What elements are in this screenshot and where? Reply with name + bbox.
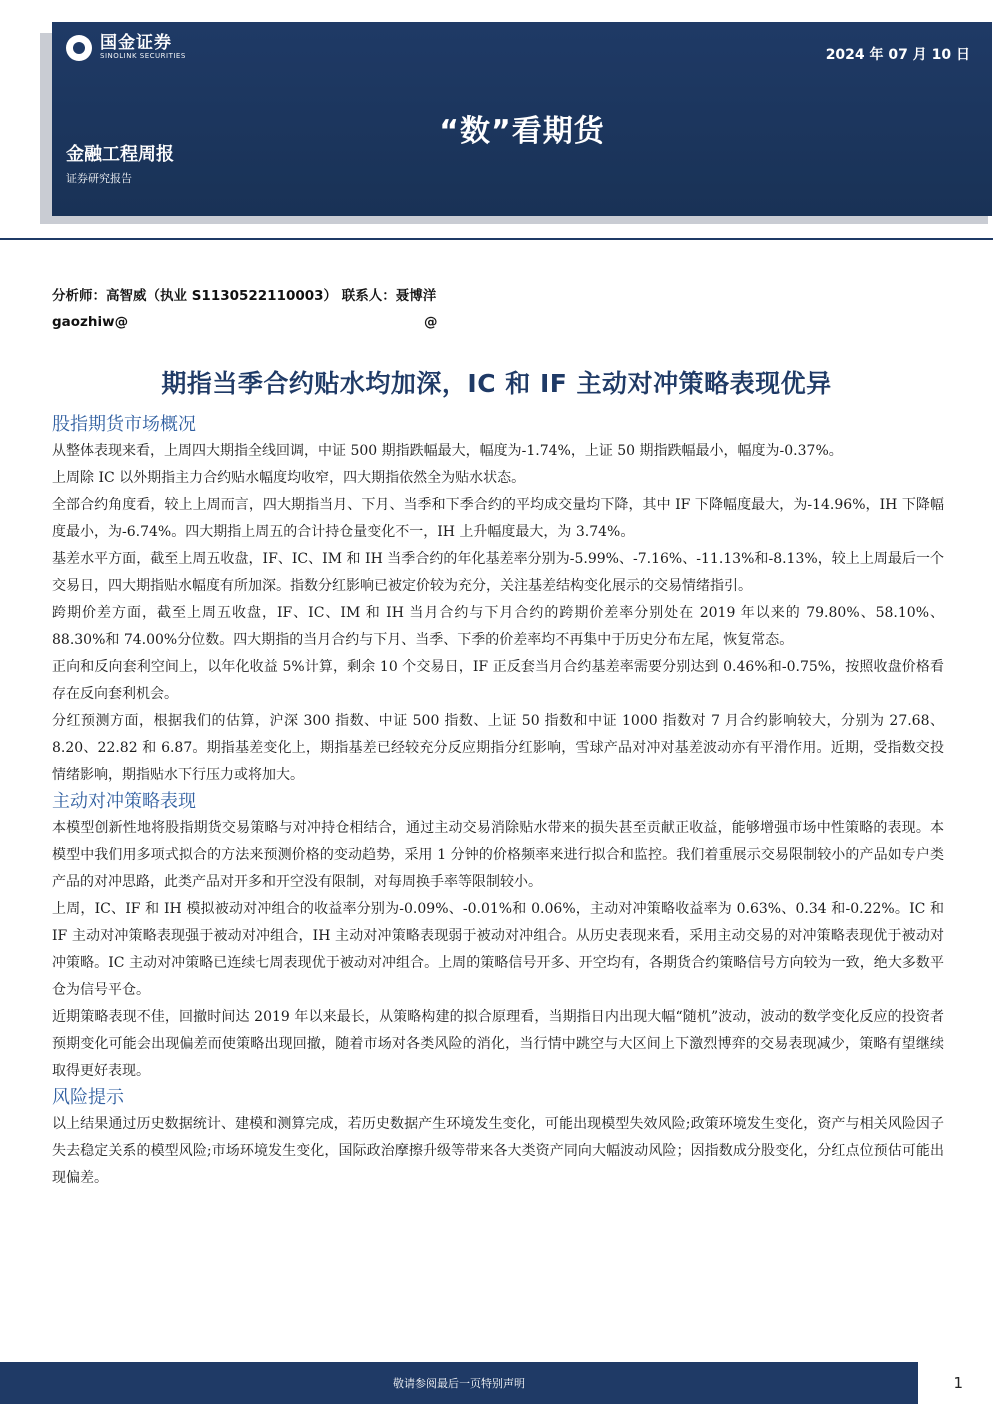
paragraph: 上周除 IC 以外期指主力合约贴水幅度均收窄，四大期指依然全为贴水状态。	[52, 470, 526, 486]
paragraph: 上周，IC、IF 和 IH 模拟被动对冲组合的收益率分别为-0.09%、-0.01%和 0.06%，主动对冲策略收益率为 0.63%、0.34 和-0.22%。IC 和 IF 主动对冲策略表现强于被动对冲组合，IH 主动对冲策略表现弱于被动对冲组合。从历史表现来看，采用主动交易的对冲策略表现优于被动对冲策略。IC 主动对冲策略已连续七周表现优于被动对冲组合。上周的策略信号开多、开空均有，各期货合约策略信号方向较为一致，绝大多数平仓为信号平仓。	[52, 901, 944, 998]
report-title: “数”看期货	[439, 114, 605, 149]
paragraph: 基差水平方面，截至上周五收盘，IF、IC、IM 和 IH 当季合约的年化基差率分别为-5.99%、-7.16%、-11.13%和-8.13%，较上上周最后一个交易日，四大期指贴水幅度有所加深。指数分红影响已被定价较为充分，关注基差结构变化展示的交易情绪指引。	[52, 551, 944, 594]
brand-logo-icon	[66, 35, 92, 61]
brand-name-en: SINOLINK SECURITIES	[100, 52, 186, 60]
brand-logo	[66, 34, 186, 61]
paragraph: 跨期价差方面，截至上周五收盘，IF、IC、IM 和 IH 当月合约与下月合约的跨期价差率分别处在 2019 年以来的 79.80%、58.10%、88.30%和 74.00%分位数。四大期指的当月合约与下月、当季、下季的价差率均不再集中于历史分布左尾，恢复常态。	[52, 605, 944, 648]
brand-name-cn: 国金证券	[100, 33, 172, 53]
analyst-info: 分析师：高智威（执业 S1130522110003） 联系人：聂博洋	[52, 288, 437, 304]
page-number: 1	[953, 1374, 963, 1392]
paragraph: 以上结果通过历史数据统计、建模和测算完成，若历史数据产生环境发生变化，可能出现模型失效风险;政策环境发生变化，资产与相关风险因子失去稳定关系的模型风险;市场环境发生变化，国际政治摩擦升级等带来各大类资产同向大幅波动风险；因指数成分股变化，分红点位预估可能出现偏差。	[52, 1116, 944, 1186]
report-type: 金融工程周报	[66, 144, 174, 165]
analyst-email[interactable]: gaozhiw@	[52, 314, 129, 330]
report-body	[52, 412, 944, 1192]
contact-email[interactable]: @	[424, 314, 438, 330]
report-category: 证券研究报告	[66, 172, 132, 185]
report-header-banner	[52, 22, 992, 216]
header-divider	[0, 238, 993, 240]
paragraph: 正向和反向套利空间上，以年化收益 5%计算，剩余 10 个交易日，IF 正反套当月合约基差率需要分别达到 0.46%和-0.75%，按照收盘价格看存在反向套利机会。	[52, 659, 944, 702]
paragraph: 分红预测方面，根据我们的估算，沪深 300 指数、中证 500 指数、上证 50 指数和中证 1000 指数对 7 月合约影响较大，分别为 27.68、8.20、22.82 和 6.87。期指基差变化上，期指基差已经较充分反应期指分红影响，雪球产品对冲对基差波动亦有平滑作用。近期，受指数交投情绪影响，期指贴水下行压力或将加大。	[52, 713, 944, 783]
footer-bar	[0, 1362, 918, 1404]
section-title-market-overview: 股指期货市场概况	[52, 414, 196, 435]
section-title-active-hedging: 主动对冲策略表现	[52, 791, 196, 812]
report-date: 2024 年 07 月 10 日	[825, 47, 970, 63]
footer-disclaimer[interactable]: 敬请参阅最后一页特别声明	[393, 1377, 525, 1390]
section-title-risk-warning: 风险提示	[52, 1087, 124, 1108]
paragraph: 从整体表现来看，上周四大期指全线回调，中证 500 期指跌幅最大，幅度为-1.74%，上证 50 期指跌幅最小，幅度为-0.37%。	[52, 443, 843, 459]
paragraph: 本模型创新性地将股指期货交易策略与对冲持仓相结合，通过主动交易消除贴水带来的损失甚至贡献正收益，能够增强市场中性策略的表现。本模型中我们用多项式拟合的方法来预测价格的变动趋势，采用 1 分钟的价格频率来进行拟合和监控。我们着重展示交易限制较小的产品如专户类产品的对冲思路，此类产品对开多和开空没有限制，对每周换手率等限制较小。	[52, 820, 944, 890]
report-headline: 期指当季合约贴水均加深，IC 和 IF 主动对冲策略表现优异	[161, 369, 832, 398]
paragraph: 近期策略表现不佳，回撤时间达 2019 年以来最长，从策略构建的拟合原理看，当期指日内出现大幅“随机”波动，波动的数学变化反应的投资者预期变化可能会出现偏差而使策略出现回撤，随着市场对各类风险的消化，当行情中跳空与大区间上下激烈博弈的交易表现减少，策略有望继续取得更好表现。	[52, 1009, 944, 1079]
paragraph: 全部合约角度看，较上上周而言，四大期指当月、下月、当季和下季合约的平均成交量均下降，其中 IF 下降幅度最大，为-14.96%，IH 下降幅度最小，为-6.74%。四大期指上周五的合计持仓量变化不一，IH 上升幅度最大，为 3.74%。	[52, 497, 944, 540]
